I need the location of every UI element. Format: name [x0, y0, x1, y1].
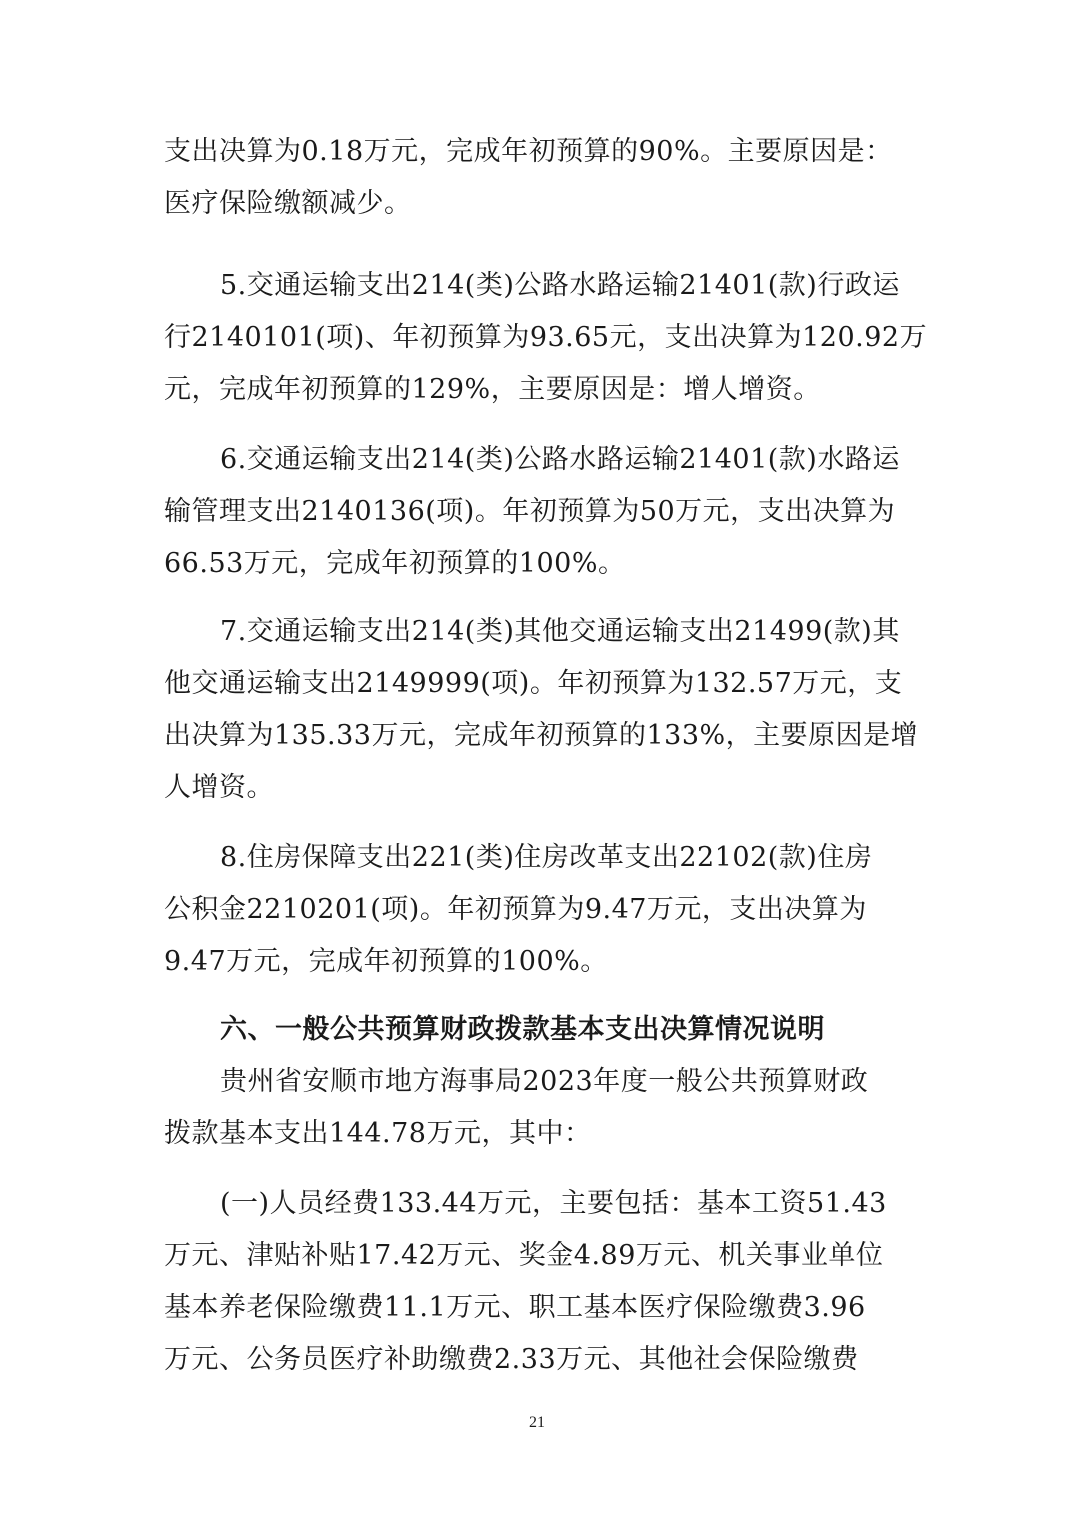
text-line: 人增资。 [164, 772, 274, 803]
text-line: 出决算为135.33万元，完成年初预算的133%，主要原因是增 [164, 720, 919, 751]
text-line: 拨款基本支出144.78万元，其中： [164, 1118, 592, 1149]
text-line: 公积金2210201(项)。年初预算为9.47万元，支出决算为 [164, 894, 867, 925]
text-line: 他交通运输支出2149999(项)。年初预算为132.57万元，支 [164, 668, 903, 699]
text-line: 贵州省安顺市地方海事局2023年度一般公共预算财政 [220, 1066, 869, 1097]
text-line: (一)人员经费133.44万元，主要包括：基本工资51.43 [220, 1188, 887, 1219]
section-heading: 六、一般公共预算财政拨款基本支出决算情况说明 [220, 1014, 825, 1045]
page-number: 21 [529, 1414, 545, 1431]
text-line: 行2140101(项)、年初预算为93.65元，支出决算为120.92万 [164, 322, 928, 353]
text-line: 8.住房保障支出221(类)住房改革支出22102(款)住房 [220, 842, 873, 873]
text-line: 9.47万元，完成年初预算的100%。 [164, 946, 608, 977]
text-line: 输管理支出2140136(项)。年初预算为50万元，支出决算为 [164, 496, 896, 527]
text-line: 医疗保险缴额减少。 [164, 188, 412, 219]
text-line: 元，完成年初预算的129%，主要原因是：增人增资。 [164, 374, 821, 405]
text-line: 5.交通运输支出214(类)公路水路运输21401(款)行政运 [220, 270, 900, 301]
text-line: 66.53万元，完成年初预算的100%。 [164, 548, 626, 579]
text-line: 7.交通运输支出214(类)其他交通运输支出21499(款)其 [220, 616, 900, 647]
text-line: 基本养老保险缴费11.1万元、职工基本医疗保险缴费3.96 [164, 1292, 866, 1323]
text-line: 万元、公务员医疗补助缴费2.33万元、其他社会保险缴费 [164, 1344, 859, 1375]
text-line: 6.交通运输支出214(类)公路水路运输21401(款)水路运 [220, 444, 900, 475]
text-line: 万元、津贴补贴17.42万元、奖金4.89万元、机关事业单位 [164, 1240, 884, 1271]
text-line: 支出决算为0.18万元，完成年初预算的90%。主要原因是： [164, 136, 893, 167]
